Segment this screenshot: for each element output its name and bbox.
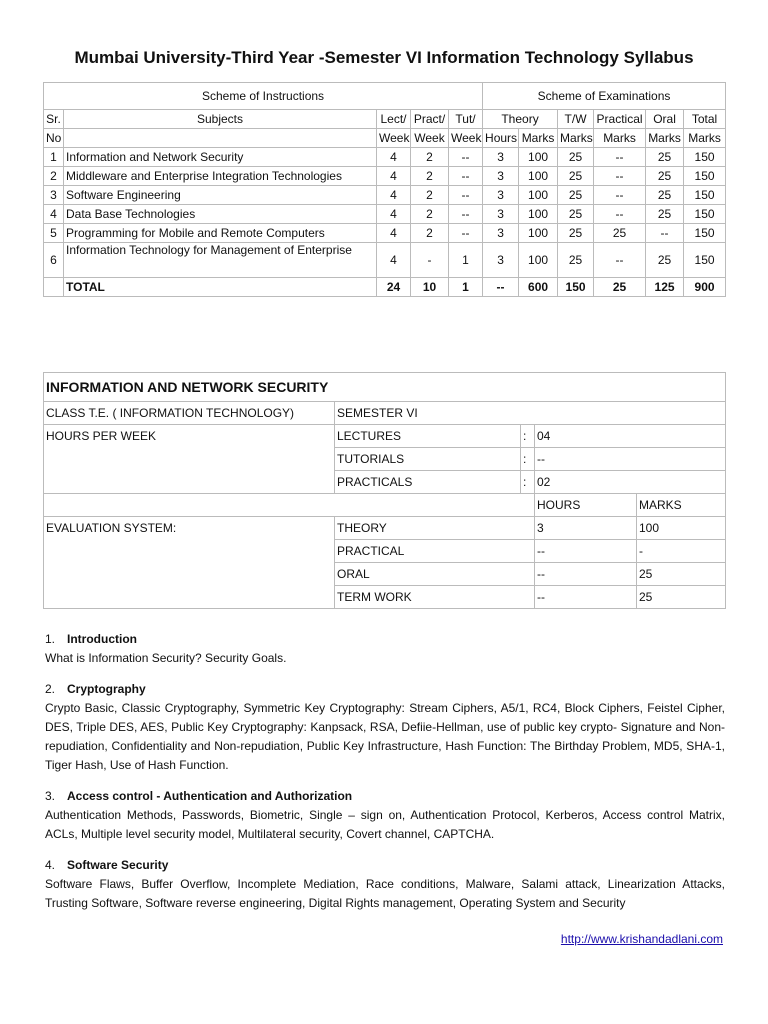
cell-total: 150 [684,167,726,186]
cell-hours: 3 [483,205,519,224]
oral-header: Oral [646,110,684,129]
total-tut: 1 [449,278,483,297]
section [45,856,725,913]
section-number: 4. [45,858,56,872]
colon: : [521,448,535,471]
section-number: 3. [45,789,56,803]
cell-tut: 1 [449,243,483,278]
cell-tut: -- [449,224,483,243]
hours-header: Hours [483,129,519,148]
week-header: Week [377,129,411,148]
cell-oral: 25 [646,186,684,205]
total-practical: 25 [594,278,646,297]
practicals-value: 02 [535,471,726,494]
termwork-marks: 25 [637,586,726,609]
cell-practical: -- [594,167,646,186]
cell-total: 150 [684,186,726,205]
cell-lect: 4 [377,167,411,186]
section-heading [45,787,725,806]
cell-tw: 25 [558,167,594,186]
subject-name: Middleware and Enterprise Integration Technologies [64,167,377,186]
oral-marks: 25 [637,563,726,586]
marks-header: Marks [519,129,558,148]
subject-name: Software Engineering [64,186,377,205]
colon: : [521,471,535,494]
syllabus-table [43,82,726,297]
cell-practical: -- [594,186,646,205]
row-number: 4 [44,205,64,224]
marks-header: Marks [684,129,726,148]
total-label: TOTAL [64,278,377,297]
cell-lect: 4 [377,224,411,243]
lectures-label: LECTURES [335,425,521,448]
cell-tut: -- [449,186,483,205]
cell-lect: 4 [377,148,411,167]
table-row [44,224,726,243]
cell-marks: 100 [519,186,558,205]
week-header: Week [449,129,483,148]
footer-link[interactable]: http://www.krishandadlani.com [560,932,723,946]
termwork-hours: -- [535,586,637,609]
subject-name: Programming for Mobile and Remote Computers [64,224,377,243]
cell-pract: 2 [411,224,449,243]
row-number: 3 [44,186,64,205]
cell-lect: 4 [377,205,411,224]
row-number: 1 [44,148,64,167]
cell-practical: -- [594,148,646,167]
tut-header: Tut/ [449,110,483,129]
total-marks: 600 [519,278,558,297]
tutorials-value: -- [535,448,726,471]
cell-total: 150 [684,205,726,224]
cell-total: 150 [684,243,726,278]
hours-per-week-label: HOURS PER WEEK [44,425,335,448]
cell-pract: 2 [411,167,449,186]
subject-name: Information and Network Security [64,148,377,167]
cell-oral: 25 [646,205,684,224]
cell-hours: 3 [483,224,519,243]
cell-marks: 100 [519,205,558,224]
practical-hours: -- [535,540,637,563]
cell-tut: -- [449,167,483,186]
total-oral: 125 [646,278,684,297]
lect-header: Lect/ [377,110,411,129]
row-number: 6 [44,243,64,278]
section [45,680,725,775]
table-row [44,205,726,224]
section-title: Introduction [67,632,137,646]
cell-pract: 2 [411,148,449,167]
marks-header: Marks [646,129,684,148]
practicals-label: PRACTICALS [335,471,521,494]
scheme-instructions-header: Scheme of Instructions [44,83,483,110]
total-tw: 150 [558,278,594,297]
tw-header: T/W [558,110,594,129]
cell-total: 150 [684,224,726,243]
section-title: Cryptography [67,682,146,696]
cell-tw: 25 [558,148,594,167]
cell-hours: 3 [483,148,519,167]
cell-tw: 25 [558,243,594,278]
week-header: Week [411,129,449,148]
table-row [44,186,726,205]
marks-header: Marks [558,129,594,148]
cell-marks: 100 [519,167,558,186]
cell-tut: -- [449,205,483,224]
subject-name: Information Technology for Management of Enterprise [64,243,377,278]
cell-oral: 25 [646,167,684,186]
cell-practical: -- [594,243,646,278]
tutorials-label: TUTORIALS [335,448,521,471]
cell-hours: 3 [483,167,519,186]
colon: : [521,425,535,448]
evaluation-label: EVALUATION SYSTEM: [44,517,335,540]
cell-oral: 25 [646,148,684,167]
section [45,630,725,668]
cell-lect: 4 [377,243,411,278]
practical-marks: - [637,540,726,563]
table-row [44,167,726,186]
section-heading [45,630,725,649]
cell-lect: 4 [377,186,411,205]
sr-header: Sr. [44,110,64,129]
cell-total: 150 [684,148,726,167]
practical-header: Practical [594,110,646,129]
total-total: 900 [684,278,726,297]
theory-label: THEORY [335,517,535,540]
row-number: 2 [44,167,64,186]
cell-marks: 100 [519,224,558,243]
scheme-examinations-header: Scheme of Examinations [483,83,726,110]
theory-marks: 100 [637,517,726,540]
cell-practical: 25 [594,224,646,243]
subject-name: Data Base Technologies [64,205,377,224]
section-body: Authentication Methods, Passwords, Biometric, Single – sign on, Authentication Protocol, Kerberos, Access control Matrix, ACLs, Multiple level security model, Multilateral security, Covert channel, CAPTCHA. [45,808,725,841]
cell-hours: 3 [483,186,519,205]
cell-tut: -- [449,148,483,167]
cell-tw: 25 [558,224,594,243]
marks-header: Marks [594,129,646,148]
section-body: What is Information Security? Security Goals. [45,651,287,665]
total-header: Total [684,110,726,129]
practical-label: PRACTICAL [335,540,535,563]
cell-oral: -- [646,224,684,243]
hours-column-header: HOURS [535,494,637,517]
course-info-table [43,372,726,609]
total-lect: 24 [377,278,411,297]
section-body: Crypto Basic, Classic Cryptography, Symmetric Key Cryptography: Stream Ciphers, A5/1, RC4, Block Ciphers, Feistel Cipher, DES, Triple DES, AES, Public Key Cryptography: Kanpsack, RSA, Defiie-Hellman, use of public key crypto- Signature and Non-repudiation, Confidentiality and Non-repudiation, Public Key Infrastructure, Hash Function: The Birthday Problem, MD5, SHA-1, Tiger Hash, Use of Hash Function. [45,701,725,772]
oral-hours: -- [535,563,637,586]
cell-oral: 25 [646,243,684,278]
cell-pract: - [411,243,449,278]
row-number: 5 [44,224,64,243]
cell-tw: 25 [558,205,594,224]
oral-label: ORAL [335,563,535,586]
table-row [44,243,726,278]
theory-header: Theory [483,110,558,129]
section-heading [45,856,725,875]
section-number: 1. [45,632,56,646]
section-title: Access control - Authentication and Authorization [67,789,353,803]
lectures-value: 04 [535,425,726,448]
course-name: INFORMATION AND NETWORK SECURITY [44,373,726,402]
total-hours: -- [483,278,519,297]
cell-marks: 100 [519,243,558,278]
section-number: 2. [45,682,56,696]
termwork-label: TERM WORK [335,586,535,609]
theory-hours: 3 [535,517,637,540]
syllabus-sections [45,630,725,925]
total-pract: 10 [411,278,449,297]
cell-tw: 25 [558,186,594,205]
section-title: Software Security [67,858,169,872]
cell-pract: 2 [411,205,449,224]
subjects-header: Subjects [64,110,377,129]
section-heading [45,680,725,699]
semester-label: SEMESTER VI [335,402,726,425]
cell-marks: 100 [519,148,558,167]
page-title: Mumbai University-Third Year -Semester VI Information Technology Syllabus [74,48,694,67]
marks-column-header: MARKS [637,494,726,517]
section [45,787,725,844]
no-header: No [44,129,64,148]
cell-hours: 3 [483,243,519,278]
table-row [44,148,726,167]
pract-header: Pract/ [411,110,449,129]
section-body: Software Flaws, Buffer Overflow, Incomplete Mediation, Race conditions, Malware, Salami attack, Linearization Attacks, Trusting Software, Software reverse engineering, Digital Rights management, Operating System and Security [45,877,725,910]
class-label: CLASS T.E. ( INFORMATION TECHNOLOGY) [44,402,335,425]
cell-pract: 2 [411,186,449,205]
cell-practical: -- [594,205,646,224]
